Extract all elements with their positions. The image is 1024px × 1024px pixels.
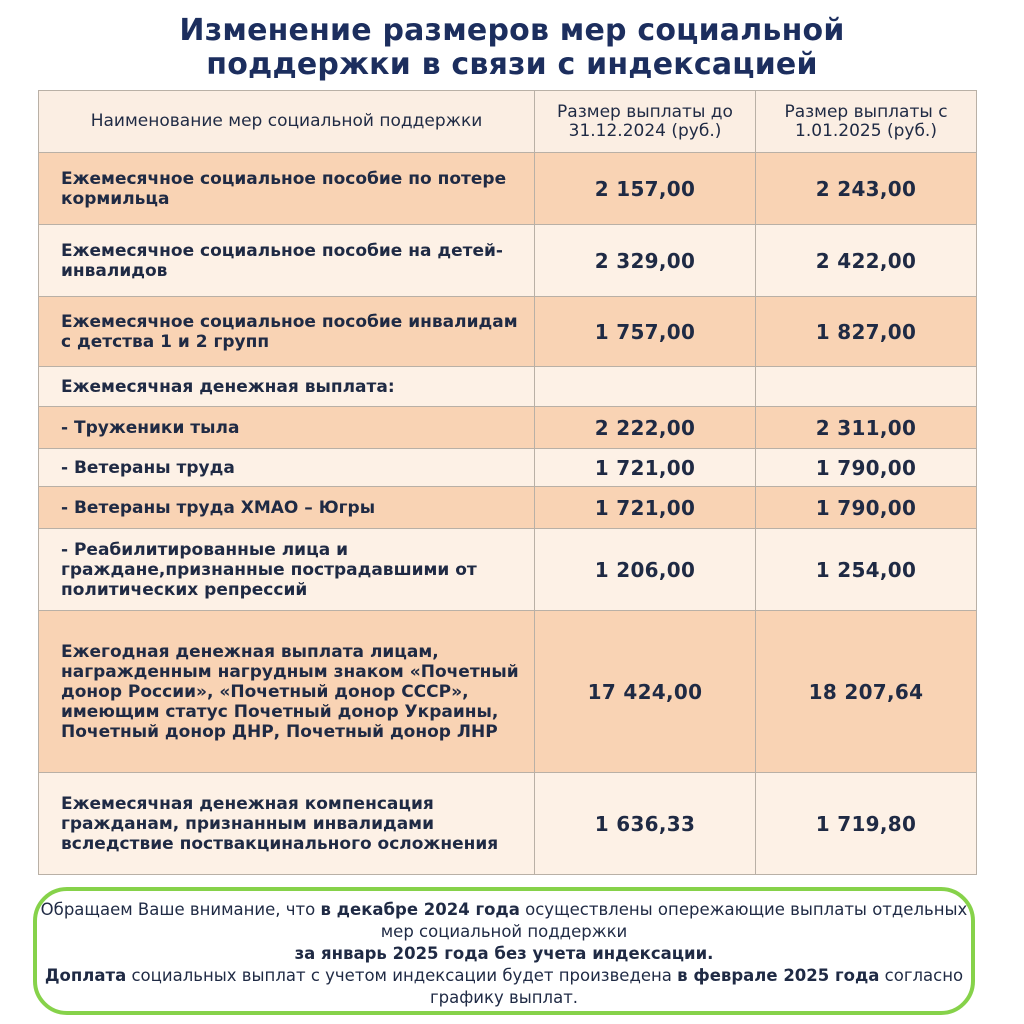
row-name: - Ветераны труда [39, 449, 535, 487]
row-amount-after: 1 254,00 [756, 529, 977, 611]
row-amount-after: 1 790,00 [756, 487, 977, 529]
row-name: Ежегодная денежная выплата лицам, награжденным нагрудным знаком «Почетный донор России», «Почетный донор СССР», имеющим статус Почетный донор Украины, Почетный донор ДНР, Почетный донор ЛНР [39, 611, 535, 773]
row-amount-before: 2 157,00 [535, 153, 756, 225]
table-row [39, 297, 977, 367]
social-support-table [38, 90, 977, 875]
row-amount-before: 1 206,00 [535, 529, 756, 611]
notice-line-3: Доплата социальных выплат с учетом индексации будет произведена в феврале 2025 года согласно графику выплат. [44, 966, 964, 1007]
header-amount-before: Размер выплаты до 31.12.2024 (руб.) [535, 91, 756, 153]
row-name: Ежемесячное социальное пособие инвалидам с детства 1 и 2 групп [39, 297, 535, 367]
row-name: Ежемесячная денежная выплата: [39, 367, 535, 407]
title-line-1: Изменение размеров мер социальной [179, 13, 845, 48]
table-row [39, 449, 977, 487]
table-row [39, 529, 977, 611]
row-amount-after: 18 207,64 [756, 611, 977, 773]
row-amount-before [535, 367, 756, 407]
row-amount-after: 2 243,00 [756, 153, 977, 225]
notice-box [33, 887, 975, 1015]
row-amount-after: 1 719,80 [756, 773, 977, 875]
table-row [39, 153, 977, 225]
notice-line-1: Обращаем Ваше внимание, что в декабре 2024 года осуществлены опережающие выплаты отдельных мер социальной поддержки [40, 900, 968, 941]
row-amount-before: 1 721,00 [535, 449, 756, 487]
row-amount-before: 2 222,00 [535, 407, 756, 449]
row-amount-before: 1 636,33 [535, 773, 756, 875]
row-amount-after [756, 367, 977, 407]
table-row [39, 773, 977, 875]
row-amount-after: 2 311,00 [756, 407, 977, 449]
row-name: - Ветераны труда ХМАО – Югры [39, 487, 535, 529]
table-row [39, 611, 977, 773]
row-amount-before: 1 757,00 [535, 297, 756, 367]
table-header-row [39, 91, 977, 153]
title-line-2: поддержки в связи с индексацией [206, 47, 818, 82]
row-amount-after: 1 790,00 [756, 449, 977, 487]
row-amount-before: 2 329,00 [535, 225, 756, 297]
header-measure-name: Наименование мер социальной поддержки [39, 91, 535, 153]
row-amount-after: 2 422,00 [756, 225, 977, 297]
header-amount-after: Размер выплаты с 1.01.2025 (руб.) [756, 91, 977, 153]
row-amount-before: 17 424,00 [535, 611, 756, 773]
row-amount-before: 1 721,00 [535, 487, 756, 529]
table-row [39, 487, 977, 529]
table-row [39, 225, 977, 297]
table-row [39, 367, 977, 407]
row-name: Ежемесячное социальное пособие по потере кормильца [39, 153, 535, 225]
row-amount-after: 1 827,00 [756, 297, 977, 367]
row-name: - Реабилитированные лица и граждане,признанные пострадавшими от политических репрессий [39, 529, 535, 611]
row-name: Ежемесячная денежная компенсация гражданам, признанным инвалидами вследствие поствакцинального осложнения [39, 773, 535, 875]
row-name: Ежемесячное социальное пособие на детей-инвалидов [39, 225, 535, 297]
notice-line-2: за январь 2025 года без учета индексации. [294, 944, 714, 963]
row-name: - Труженики тыла [39, 407, 535, 449]
table-row [39, 407, 977, 449]
page-title [0, 14, 1024, 82]
